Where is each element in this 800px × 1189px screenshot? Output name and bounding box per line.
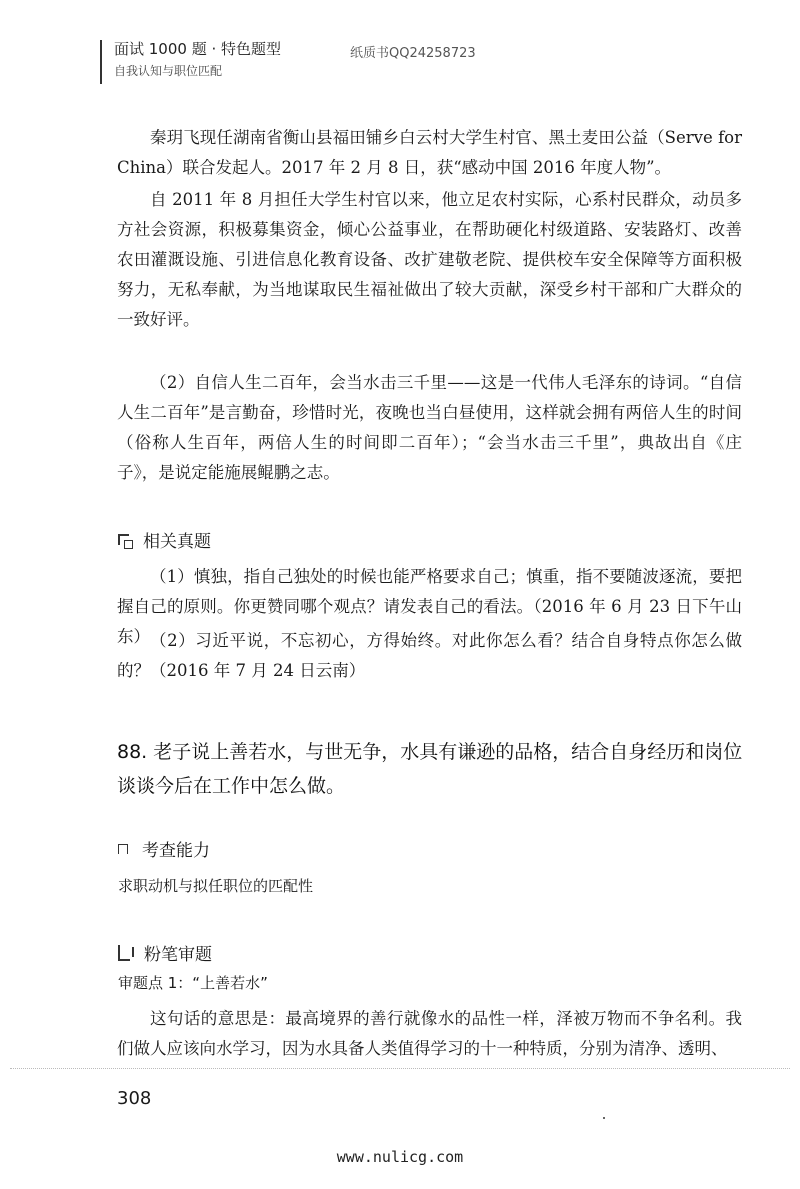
document-icon — [118, 534, 129, 545]
footer-url: www.nulicg.com — [336, 1148, 464, 1166]
analysis-text: 这句话的意思是：最高境界的善行就像水的品性一样，泽被万物而不争名利。我们做人应该向水学习，因为水具备人类值得学习的十一种特质，分别为清净、透明、 — [117, 1009, 742, 1058]
related-question-2: （2）习近平说，不忘初心，方得始终。对此你怎么看？结合自身特点你怎么做的？（2016 年 7 月 24 日云南） — [117, 631, 742, 680]
book-title: 面试 1000 题 · 特色题型 — [114, 40, 282, 58]
paragraph-achievements: 自 2011 年 8 月担任大学生村官以来，他立足农村实际，心系村民群众，动员多方社会资源，积极募集资金，倾心公益事业，在帮助硬化村级道路、安装路灯、改善农田灌溉设施、引进信息化教育设备、改扩建敬老院、提供校车安全保障等方面积极努力，无私奉献，为当地谋取民生福祉做出了较大贡献，深受乡村干部和广大群众的一致好评。 — [117, 190, 742, 329]
paragraph-intro: 秦玥飞现任湖南省衡山县福田铺乡白云村大学生村官、黑土麦田公益（Serve for China）联合发起人。2017 年 2 月 8 日，获“感动中国 2016 年度人物”。 — [117, 128, 742, 177]
paragraph-poem: （2）自信人生二百年，会当水击三千里——这是一代伟人毛泽东的诗词。“自信人生二百年”是言勤奋，珍惜时光，夜晚也当白昼使用，这样就会拥有两倍人生的时间（俗称人生百年，两倍人生的时间即二百年）；“会当水击三千里”，典故出自《庄子》，是说定能施展鲲鹏之志。 — [117, 373, 742, 482]
related-heading-label: 相关真题 — [143, 532, 211, 552]
watermark-text: 纸质书QQ24258723 — [350, 46, 476, 61]
box-icon — [118, 844, 128, 854]
analysis-heading-label: 粉笔审题 — [144, 945, 212, 965]
ability-heading — [118, 836, 210, 861]
related-question-1: （1）慎独，指自己独处的时候也能严格要求自己；慎重，指不要随波逐流，要把握自己的原则。你更赞同哪个观点？请发表自己的看法。（2016 年 6 月 23 日下午山东） — [117, 567, 742, 646]
chapter-subtitle: 自我认知与职位匹配 — [114, 64, 223, 78]
header-bar — [100, 40, 102, 84]
scan-dot — [603, 1117, 605, 1119]
question-title: 88. 老子说上善若水，与世无争，水具有谦逊的品格，结合自身经历和岗位谈谈今后在工作中怎么做。 — [117, 741, 743, 797]
ability-text: 求职动机与拟任职位的匹配性 — [118, 877, 314, 895]
analysis-point: 审题点 1：“上善若水” — [118, 974, 268, 992]
page-number: 308 — [117, 1088, 152, 1109]
pen-icon — [118, 945, 130, 961]
analysis-heading — [118, 940, 212, 965]
scan-artifact-line — [10, 1068, 790, 1069]
related-questions-heading — [118, 527, 211, 552]
ability-heading-label: 考查能力 — [142, 841, 210, 861]
